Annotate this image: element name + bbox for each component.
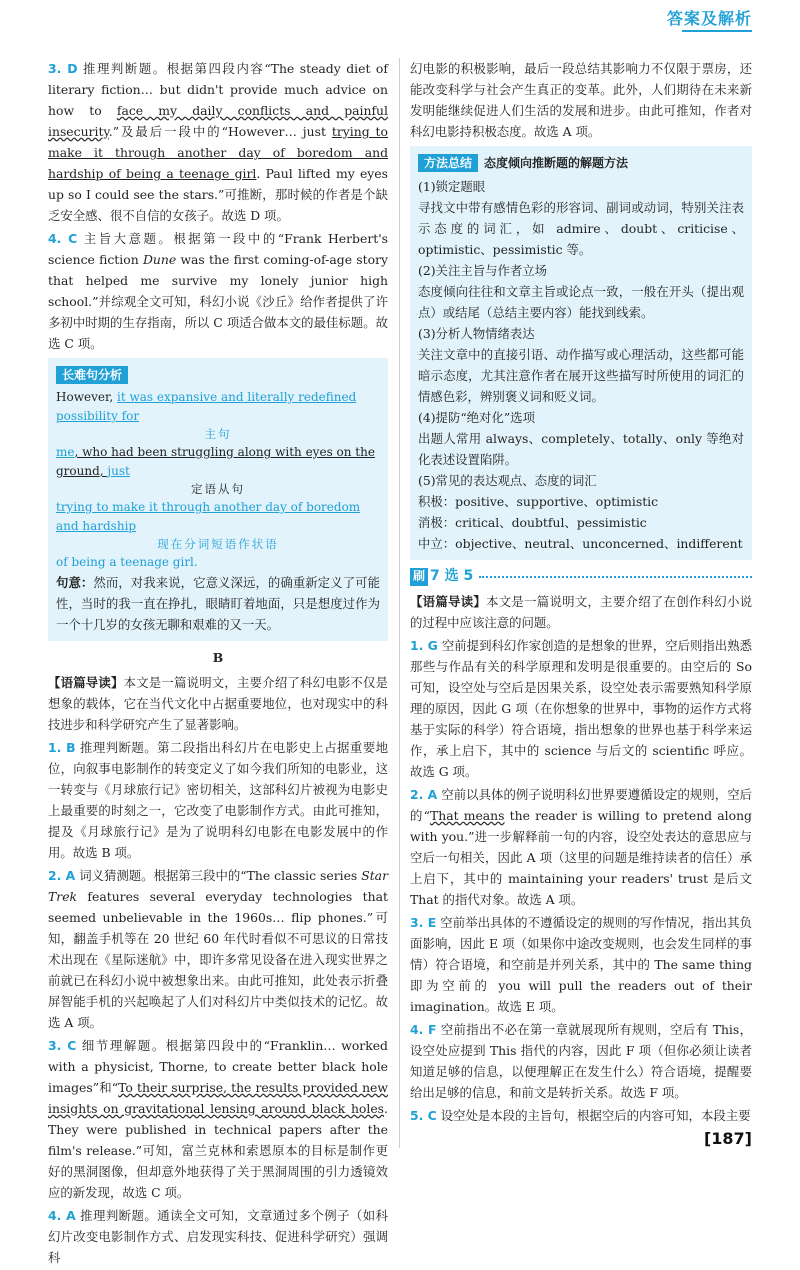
answer-g4: 4. F 空前指出不必在第一章就展现所有规则，空后有 This，设空处应提到 This 指代的内容，因此 F 项（但你必须让读者知道足够的信息，以便理解正在发生什么）符合语境，提醒要给出足够的信息，和前文是转折关系。故选 F 项。 [410,1022,752,1100]
passage-intro-b: 【语篇导读】本文是一篇说明文，主要介绍了科幻电影不仅是想象的载体，它在当代文化中占据重要地位，也对现实中的科技进步和科学研究产生了显著影响。 [48,675,389,732]
method-step-1: (1)锁定题眼 [418,179,486,194]
page-header-title: 答案及解析 [666,9,752,28]
sentence-meaning: 句意：然而，对我来说，它意义深远，的确重新定义了可能性，当时的我一直在挣扎，眼睛盯着地面，只是想度过作为一个十几岁的女孩无聊和艰难的又一天。 [56,575,381,632]
method-step-4: (4)提防“绝对化”选项 [418,410,535,425]
vocab-positive: 积极：positive、supportive、optimistic [418,494,659,509]
header-rule [682,30,752,32]
answer-g5: 5. C 设空处是本段的主旨句，根据空后的内容可知，本段主要 [410,1108,751,1123]
vocab-neutral: 中立：objective、neutral、unconcerned、indifferent [418,536,743,551]
section-heading-7-choose-5 [410,566,752,587]
answer-a3: 3. D 推理判断题。根据第四段内容“The steady diet of literary fiction… but didn't provide much advice on how to face my daily conflicts and painful insecurity.”及最后一段中的“However… just trying to make it through another day of boredom and hardship of being a teenage girl. Paul lifted my eyes up so I could see the stars.”可推断，那时候的作者是个缺乏安全感、很不自信的女孩子。故选 D 项。 [48,61,388,223]
annotation-participle-phrase: 现在分词短语作状语 [157,537,279,551]
method-step-5: (5)常见的表达观点、态度的词汇 [418,473,597,488]
method-step-2: (2)关注主旨与作者立场 [418,263,548,278]
section-heading-b: B [212,650,224,665]
answer-a4: 4. C 主旨大意题。根据第一段中的“Frank Herbert's science fiction Dune was the first coming-of-age story that helped me survive my lonely junior high school.”并综观全文可知，科幻小说《沙丘》给作者提供了许多初中时期的生存指南，所以 C 项适合做本文的最佳标题。故选 C 项。 [48,231,388,351]
long-sentence-analysis-box [48,358,388,641]
answer-g3: 3. E 空前举出具体的不遵循设定的规则的写作情况，指出其负面影响，因此 E 项（如果你中途改变规则，也会发生同样的事情）符合语境，和空前是并列关系，其中的 The same thing 即为空前的 you will pull the readers out of their imagination。故选 E 项。 [410,915,753,1014]
answer-b2: 2. A 词义猜测题。根据第三段中的“The classic series Star Trek features several everyday technologies that seemed unbelievable in the 1960s… flip phones.”可知，翻盖手机等在 20 世纪 60 年代时看似不可思议的日常技术出现在《星际迷航》中，即许多常见设备在进入现实世界之前就已在科幻小说中被想象出来。由此可推知，此处表示折叠屏智能手机的兴起唤起了人们对科幻片中类似技术的记忆。故选 A 项。 [48,868,388,1030]
method-text-1: 寻找文中带有感情色彩的形容词、副词或动词，特别关注表示态度的词汇，如 admire、doubt、criticise、optimistic、pessimistic 等。 [418,200,744,257]
page-number: [187] [703,1129,752,1148]
annotation-main-clause: 主句 [204,427,232,441]
right-column [410,58,752,1128]
method-text-3: 关注文章中的直接引语、动作描写或心理活动，这些都可能暗示态度，尤其注意作者在展开这些描写时所使用的词汇的情感色彩，辨别褒义词和贬义词。 [418,347,744,404]
vocab-negative: 消极：critical、doubtful、pessimistic [418,515,647,530]
analysis-line-2: me, who had been struggling along with eyes on the ground, just [56,445,375,478]
method-title: 态度倾向推断题的解题方法 [484,156,629,170]
column-divider [399,58,400,1148]
answer-number: 4. C [48,231,78,246]
analysis-line-4: of being a teenage girl. [56,555,198,569]
analysis-line-1: However, it was expansive and literally redefined possibility for [56,390,357,423]
method-text-2: 态度倾向往往和文章主旨或论点一致，一般在开头（提出观点）或结尾（总结主要内容）能找到线索。 [418,284,744,320]
method-text-4: 出题人常用 always、completely、totally、only 等绝对化表述设置陷阱。 [418,431,744,467]
analysis-line-3: trying to make it through another day of boredom and hardship [56,500,361,533]
annotation-attributive-clause: 定语从句 [191,482,245,496]
answer-b4-continued: 幻电影的积极影响，最后一段总结其影响力不仅限于票房，还能改变科学与社会产生真正的变革。此外，人们期待在未来新发明能继续促进人们生活的发展和进步。由此可推知，作者对科幻电影持积极态度。故选 A 项。 [410,61,752,139]
shua-title: 7 选 5 [430,568,474,584]
left-column [48,58,388,1270]
answer-b3: 3. C 细节理解题。根据第四段中的“Franklin… worked with a physicist, Thorne, to create better black hole images”和“To their surprise, the results provided new insights on gravitational lensing around black holes. They were published in technical papers after the film's release.”可知，富兰克林和索恩原本的目标是制作更好的黑洞图像，但却意外地获得了关于黑洞周围的引力透镜效应的新发现，故选 C 项。 [48,1038,388,1200]
method-summary-box [410,146,752,560]
answer-g2: 2. A 空前以具体的例子说明科幻世界要遵循设定的规则，空后的“That means the reader is willing to pretend along with you.”进一步解释前一句的内容，设空处表达的意思应与空后一句相关，因此 A 项（这里的问题是维持读者的信任）承上启下，其中的 maintaining your readers' trust 是后文 That 的指代对象。故选 A 项。 [410,787,753,907]
shua-icon: 刷 [410,568,428,586]
analysis-tag: 长难句分析 [56,366,128,384]
passage-intro-7-5: 【语篇导读】本文是一篇说明文，主要介绍了在创作科幻小说的过程中应该注意的问题。 [410,594,753,630]
method-tag: 方法总结 [418,154,478,172]
dotted-rule [479,576,752,578]
answer-b1: 1. B 推理判断题。第二段指出科幻片在电影史上占据重要地位，向叙事电影制作的转变定义了如今我们所知的电影业，这一转变与《月球旅行记》密切相关，这部科幻片被视为电影史上最重要的时刻之一，它改变了电影制作方式。由此可推知，提及《月球旅行记》是为了说明科幻电影在电影发展中的作用。故选 B 项。 [48,740,389,860]
answer-g1: 1. G 空前提到科幻作家创造的是想象的世界，空后则指出熟悉那些与作品有关的科学原理和发明是很重要的。由空后的 So 可知，设空处与空后是因果关系，设空处表示需要熟知科学原理的原因，因此 G 项（在你想象的世界中，事物的运作方式将基于实际的科学）符合语境，指出想象的世界也基于科学来运作，承上启下，其中的 science 与后文的 scientific 呼应。故选 G 项。 [410,638,753,779]
answer-b4: 4. A 推理判断题。通读全文可知，文章通过多个例子（如科幻片改变电影制作方式、启发现实科技、促进科学研究）强调科 [48,1208,388,1265]
method-step-3: (3)分析人物情绪表达 [418,326,535,341]
answer-number: 3. D [48,61,78,76]
